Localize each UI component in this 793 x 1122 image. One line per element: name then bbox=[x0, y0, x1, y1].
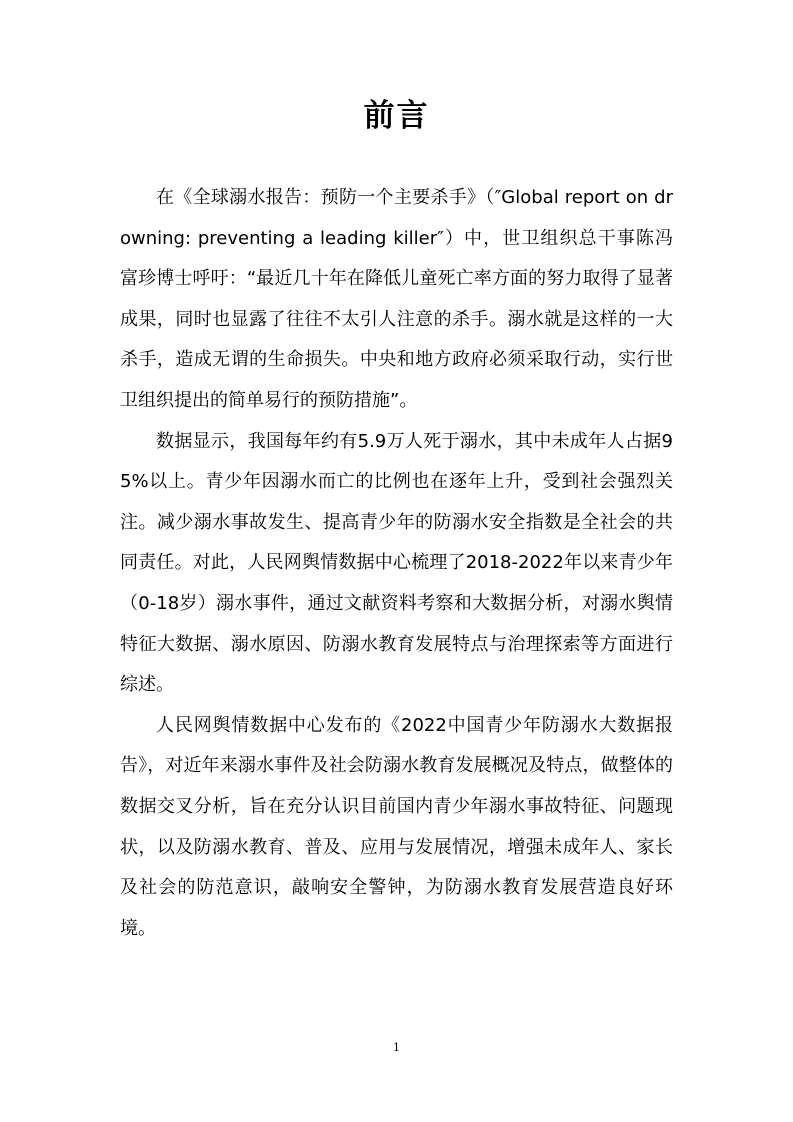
page-number: 1 bbox=[393, 1041, 400, 1054]
body-text bbox=[120, 178, 673, 949]
page-title: 前言 bbox=[363, 98, 430, 134]
paragraph-2: 数据显示，我国每年约有5.9万人死于溺水，其中未成年人占据95%以上。青少年因溺水而亡的比例也在逐年上升，受到社会强烈关注。减少溺水事故发生、提高青少年的防溺水安全指数是全社会的共同责任。对此，人民网舆情数据中心梳理了2018-2022年以来青少年（0-18岁）溺水事件，通过文献资料考察和大数据分析，对溺水舆情特征大数据、溺水原因、防溺水教育发展特点与治理探索等方面进行综述。 bbox=[120, 430, 673, 696]
paragraph-3: 人民网舆情数据中心发布的《2022中国青少年防溺水大数据报告》，对近年来溺水事件及社会防溺水教育发展概况及特点，做整体的数据交叉分析，旨在充分认识目前国内青少年溺水事故特征、问题现状，以及防溺水教育、普及、应用与发展情况，增强未成年人、家长及社会的防范意识，敲响安全警钟，为防溺水教育发展营造良好环境。 bbox=[120, 714, 673, 939]
paragraph-1: 在《全球溺水报告：预防一个主要杀手》（″Global report on drowning: preventing a leading killer″）中，世卫组织总干事陈冯富珍博士呼吁：“最近几十年在降低儿童死亡率方面的努力取得了显著成果，同时也显露了往往不太引人注意的杀手。溺水就是这样的一大杀手，造成无谓的生命损失。中央和地方政府必须采取行动，实行世卫组织提出的简单易行的预防措施”。 bbox=[120, 187, 673, 411]
